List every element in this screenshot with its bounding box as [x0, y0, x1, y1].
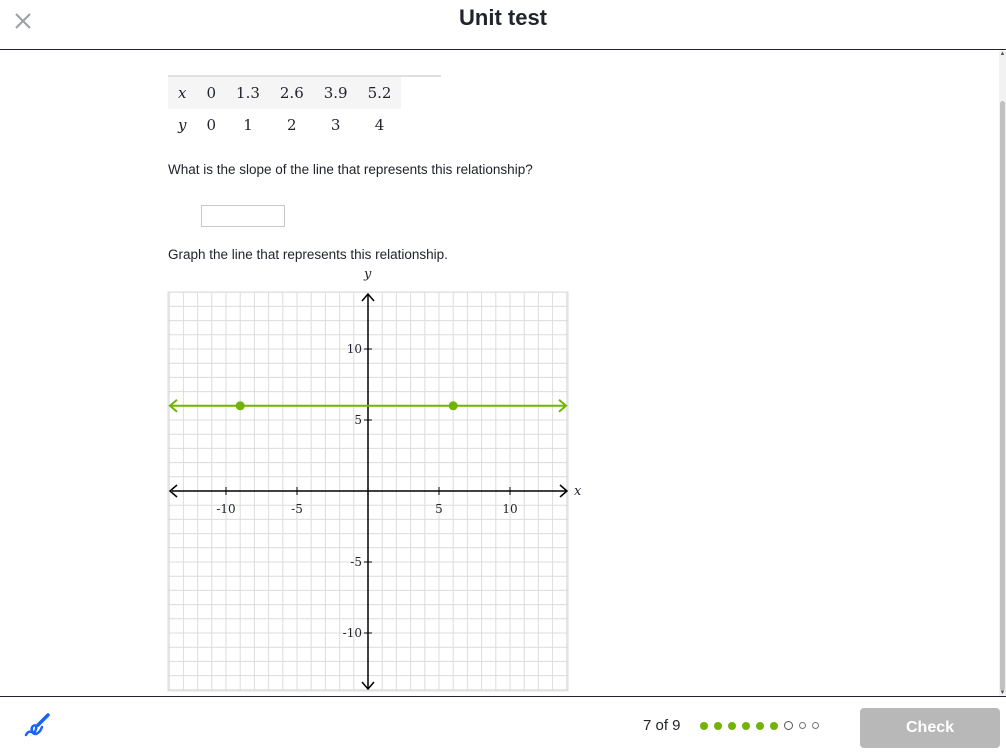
progress-dots — [700, 721, 819, 730]
scroll-down-arrow-icon[interactable]: ▼ — [999, 690, 1006, 696]
table-cell: 2.6 — [270, 76, 314, 109]
slope-answer-input[interactable] — [201, 205, 285, 227]
x-tick-label: -10 — [216, 502, 236, 516]
x-tick-label: -5 — [291, 502, 303, 516]
table-cell-pad — [401, 76, 441, 109]
bottom-bar — [0, 696, 1006, 752]
progress-dot-complete — [756, 722, 764, 730]
check-button[interactable]: Check — [860, 708, 1000, 748]
progress-dot-complete — [700, 722, 708, 730]
scroll-thumb[interactable] — [1000, 101, 1005, 691]
table-cell: 0 — [196, 76, 226, 109]
slope-question: What is the slope of the line that represents this relationship? — [168, 162, 533, 177]
scrollbar[interactable] — [999, 51, 1006, 696]
progress-dot-complete — [714, 722, 722, 730]
y-tick-label: 10 — [346, 342, 362, 356]
x-tick-label: 10 — [502, 502, 518, 516]
table-cell: 3 — [330, 116, 341, 134]
progress-dot-complete — [770, 722, 778, 730]
table-cell: x — [168, 76, 196, 109]
progress-dot-complete — [742, 722, 750, 730]
progress-dot-current — [784, 721, 793, 730]
table-cell: 0 — [206, 116, 217, 134]
y-tick-label: -10 — [342, 626, 362, 640]
x-tick-label: 5 — [435, 502, 443, 516]
y-axis-label: y — [364, 267, 372, 282]
progress-dot-pending — [799, 722, 806, 729]
scroll-up-arrow-icon[interactable]: ▲ — [999, 51, 1006, 57]
graph-question: Graph the line that represents this relationship. — [168, 247, 448, 262]
x-axis-label: x — [574, 484, 582, 499]
table-row-x — [168, 76, 441, 109]
table-cell: 2 — [287, 116, 297, 134]
table-cell: 4 — [374, 116, 385, 134]
table-cell-pad — [401, 109, 441, 141]
progress-dot-pending — [812, 722, 819, 729]
table-cell: y — [178, 116, 187, 134]
xy-table — [168, 75, 441, 141]
table-cell: 1.3 — [226, 76, 270, 109]
table-cell: 5.2 — [358, 76, 402, 109]
page-title: Unit test — [459, 5, 547, 30]
coordinate-graph[interactable] — [162, 261, 592, 696]
top-bar — [0, 0, 1006, 50]
question-area — [0, 51, 1000, 696]
progress-dot-complete — [728, 722, 736, 730]
pencil-scribble-icon[interactable] — [22, 711, 52, 741]
y-tick-label: 5 — [354, 413, 362, 427]
axes — [170, 294, 567, 689]
table-cell: 1 — [243, 116, 253, 134]
progress-label: 7 of 9 — [643, 717, 681, 734]
y-tick-label: -5 — [350, 555, 362, 569]
table-cell: 3.9 — [314, 76, 358, 109]
draggable-point[interactable] — [449, 401, 458, 410]
table-row-y — [168, 109, 441, 141]
draggable-point[interactable] — [236, 401, 245, 410]
